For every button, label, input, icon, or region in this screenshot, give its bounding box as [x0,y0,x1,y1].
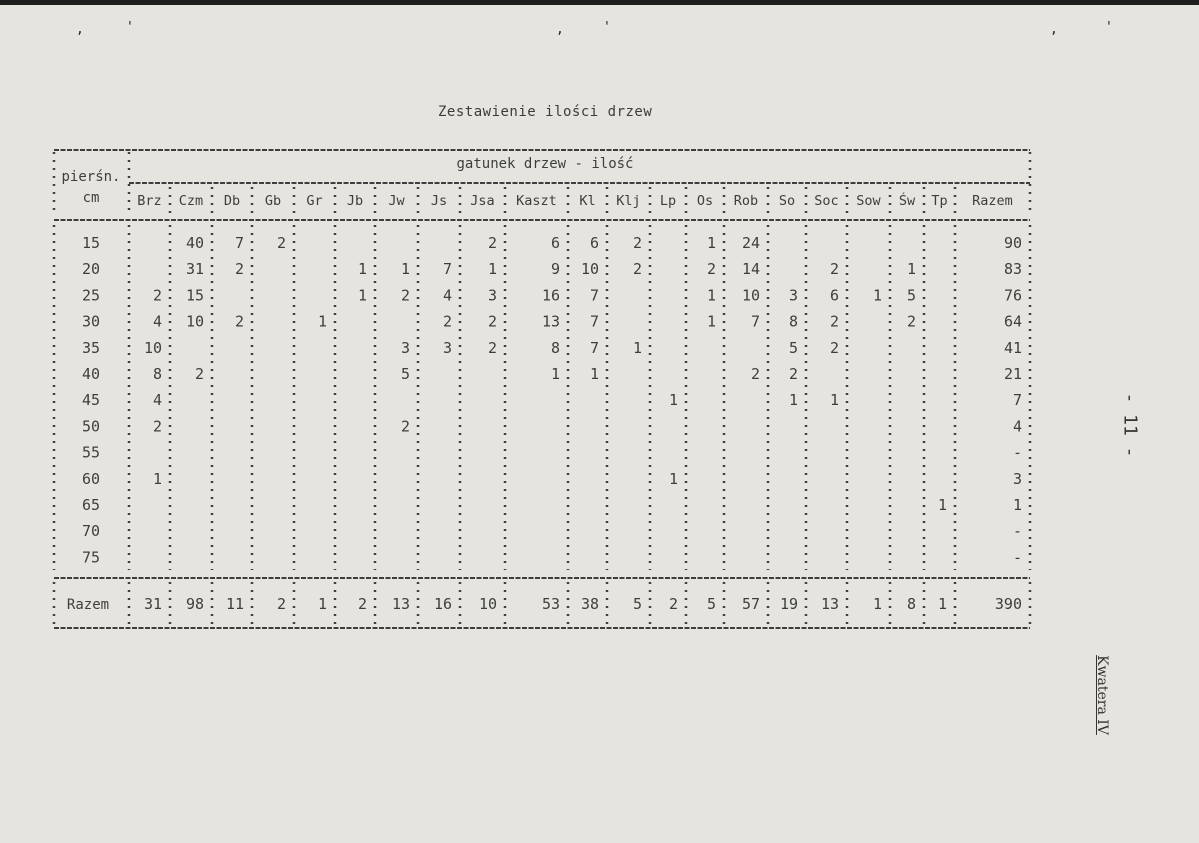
table-cell: 1 [706,312,716,331]
table-cell: 2 [706,260,716,279]
table-cell: 9 [550,260,560,279]
diameter-cell: 65 [81,496,101,514]
table-cell: 2 [234,260,244,279]
column-header: Lp [659,193,677,209]
table-cell: 2 [632,260,642,279]
table-cell: 2 [234,312,244,331]
table-cell: 2 [442,312,452,331]
table-cell: - [1012,548,1022,567]
page-number [1118,380,1142,470]
table-cell: 64 [1003,312,1022,331]
table-cell: 10 [741,286,760,305]
table-cell: 2 [152,417,162,436]
table-cell: 6 [550,234,560,252]
total-cell: 19 [779,595,798,613]
table-cell: 1 [400,260,410,279]
column-header: Db [223,193,241,209]
table-cell: 83 [1003,260,1022,279]
table-cell: 1 [357,286,367,305]
species-group-header: gatunek drzew - ilość [456,156,634,172]
total-cell: 2 [357,595,367,613]
table-cell: 3 [442,338,452,357]
total-cell: 38 [580,595,599,613]
table-cell: 76 [1003,286,1022,305]
sector-label-text: Kwatera IV [1094,655,1110,735]
table-cell: 2 [194,365,204,383]
total-cell: 1 [937,595,947,613]
punch-mark: ' [126,20,134,35]
table-cell: - [1012,443,1022,462]
diameter-cell: 50 [81,417,101,436]
table-cell: 3 [788,286,798,305]
table-cell: - [1012,522,1022,541]
column-header: Klj [616,193,641,209]
table-cell: 1 [829,391,839,410]
table-cell: 2 [829,312,839,331]
total-cell: 2 [276,595,286,613]
table-cell: 1 [589,365,599,383]
table-cell: 13 [541,312,560,331]
table-cell: 14 [741,260,760,279]
table-cell: 1 [317,312,327,331]
total-cell: 10 [478,595,497,613]
table-cell: 1 [668,391,678,410]
column-header: Razem [972,193,1013,209]
table-cell: 2 [750,365,760,383]
table-cell: 8 [152,365,162,383]
table-cell: 41 [1003,338,1022,357]
table-cell: 4 [442,286,452,305]
total-cell: 31 [143,595,162,613]
total-cell: 8 [906,595,916,613]
diameter-cell: 30 [81,312,101,331]
diameter-cell: 55 [81,443,101,462]
table-cell: 2 [152,286,162,305]
total-cell: 5 [706,595,716,613]
table-cell: 2 [788,365,798,383]
table-cell: 8 [550,338,560,357]
table-cell: 1 [487,260,497,279]
table-cell: 1 [872,286,882,305]
table-cell: 1 [550,365,560,383]
table-cell: 2 [906,312,916,331]
column-header: Czm [178,193,204,209]
table-cell: 21 [1003,365,1022,383]
table-cell: 15 [185,286,204,305]
column-header: Soc [814,193,839,209]
total-cell: 16 [433,595,452,613]
total-cell: 2 [668,595,678,613]
total-cell: 5 [632,595,642,613]
table-cell: 2 [400,417,410,436]
diameter-cell: 15 [81,234,101,252]
table-cell: 10 [580,260,599,279]
total-cell: 1 [872,595,882,613]
table-cell: 6 [589,234,599,252]
table-cell: 4 [152,391,162,410]
punch-mark: ' [603,20,611,35]
column-header: Gb [264,193,282,209]
total-cell: 53 [541,595,560,613]
table-cell: 5 [906,286,916,305]
punch-mark: , [556,22,564,37]
table-cell: 1 [706,234,716,252]
table-cell: 2 [829,338,839,357]
table-cell: 2 [487,338,497,357]
table-cell: 2 [487,312,497,331]
table-cell: 16 [541,286,560,305]
diameter-cell: 40 [81,365,101,383]
table-cell: 5 [400,365,410,383]
diameter-cell: 25 [81,286,101,305]
table-cell: 2 [487,234,497,252]
column-header: Js [430,193,448,209]
punch-mark: , [76,22,84,37]
table-cell: 10 [185,312,204,331]
column-header: Św [898,193,916,209]
diameter-cell: 35 [81,338,101,357]
table-cell: 3 [487,286,497,305]
table-cell: 2 [400,286,410,305]
total-cell: 11 [225,595,244,613]
column-header: Brz [137,193,162,209]
table-cell: 1 [632,338,642,357]
table-cell: 1 [357,260,367,279]
punch-mark: , [1050,22,1058,37]
table-cell: 1 [152,469,162,488]
sector-label [1088,635,1116,755]
table-cell: 5 [788,338,798,357]
table-cell: 3 [400,338,410,357]
total-cell: 98 [185,595,204,613]
table-cell: 1 [937,496,947,514]
page-number-text: - 11 - [1119,392,1141,458]
table-cell: 1 [706,286,716,305]
table-cell: 7 [234,234,244,252]
diameter-cell: 60 [81,469,101,488]
column-header: Kl [579,193,596,209]
table-cell: 7 [589,312,599,331]
diameter-cell: 20 [81,260,101,279]
table-cell: 1 [906,260,916,279]
diameter-cell: 70 [81,522,101,541]
diameter-cell: 45 [81,391,101,410]
table-cell: 7 [442,260,452,279]
table-cell: 40 [185,234,204,252]
table-cell: 8 [788,312,798,331]
table-cell: 7 [589,338,599,357]
table-cell: 31 [185,260,204,279]
table-cell: 4 [152,312,162,331]
column-header: Jb [346,193,364,209]
column-header: Sow [856,193,881,209]
table-cell: 2 [632,234,642,252]
table-cell: 4 [1012,417,1022,436]
table-cell: 10 [143,338,162,357]
document-title: Zestawienie ilości drzew [438,104,653,120]
table-cell: 7 [589,286,599,305]
table-cell: 3 [1012,469,1022,488]
column-header: Os [696,193,714,209]
total-label: Razem [66,597,110,613]
column-header: Jsa [470,193,495,209]
total-cell: 1 [317,595,327,613]
diameter-cell: 75 [81,548,101,567]
table-cell: 2 [829,260,839,279]
table-cell: 1 [788,391,798,410]
table-cell: 90 [1003,234,1022,252]
column-header: Gr [306,193,323,209]
table-cell: 2 [276,234,286,252]
total-cell: 390 [994,595,1022,613]
total-cell: 13 [391,595,410,613]
table-cell: 1 [1012,496,1022,514]
total-cell: 57 [741,595,760,613]
table-cell: 6 [829,286,839,305]
table-cell: 7 [1012,391,1022,410]
table-cell: 7 [750,312,760,331]
table-cell: 24 [741,234,760,252]
diameter-header: pierśn. [61,169,121,185]
column-header: Kaszt [516,193,557,209]
column-header: So [778,193,796,209]
column-header: Jw [388,193,405,209]
total-cell: 13 [820,595,839,613]
column-header: Rob [733,193,759,209]
diameter-unit: cm [82,190,100,206]
table-cell: 1 [668,469,678,488]
punch-mark: ' [1105,20,1113,35]
column-header: Tp [931,193,948,209]
